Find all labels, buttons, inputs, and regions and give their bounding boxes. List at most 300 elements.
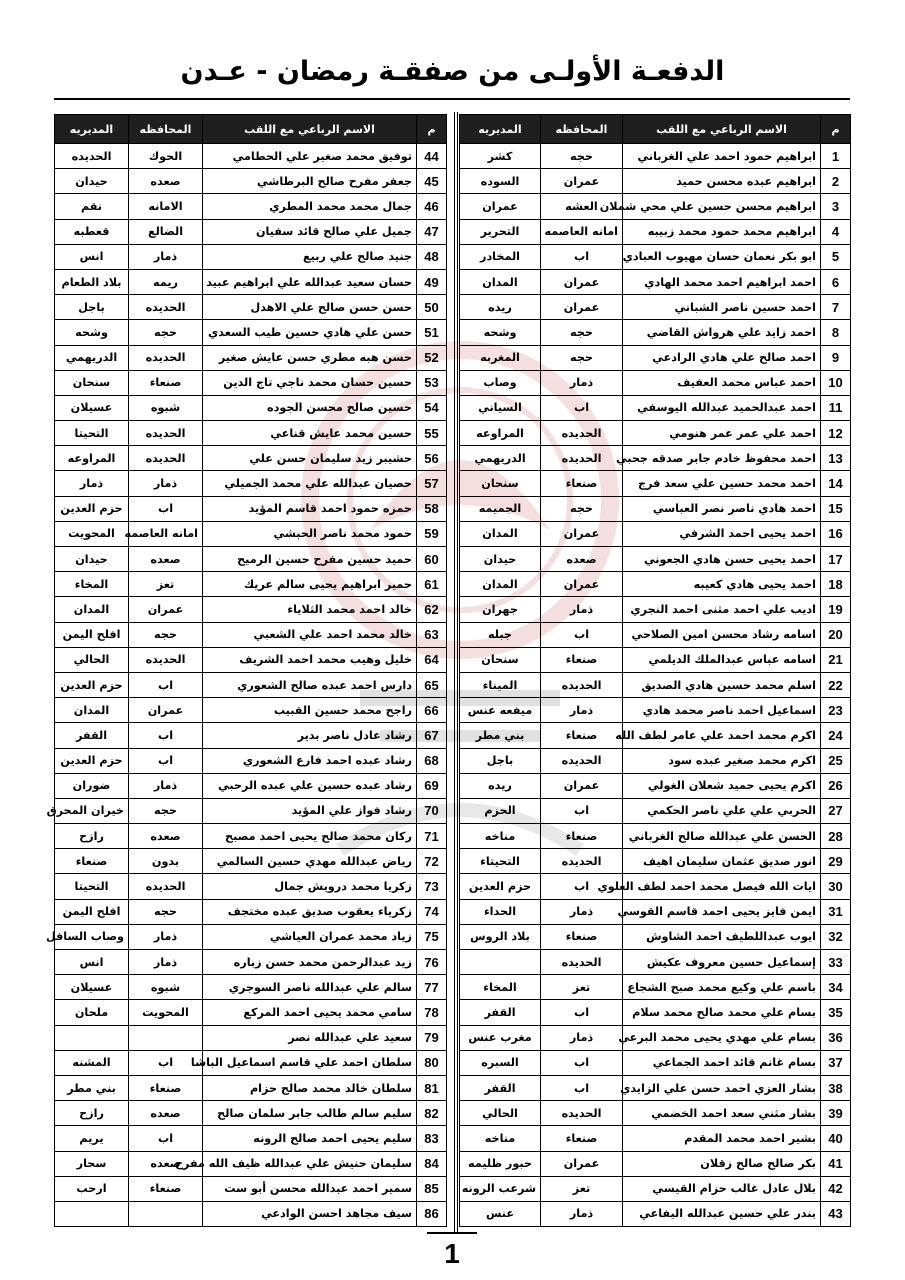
district: عمران bbox=[460, 194, 541, 219]
prisoner-name: ايوب عبداللطيف احمد الشاوش bbox=[623, 924, 821, 949]
row-number: 31 bbox=[821, 899, 851, 924]
row-number: 14 bbox=[821, 471, 851, 496]
prisoner-name: بندر علي حسين عبدالله اليفاعي bbox=[623, 1201, 821, 1226]
prisoner-name: سيف مجاهد احسن الوادعي bbox=[203, 1201, 417, 1226]
governorate: عمران bbox=[541, 572, 623, 597]
district: الحداء bbox=[460, 899, 541, 924]
governorate: الحديده bbox=[541, 1101, 623, 1126]
row-number: 54 bbox=[417, 395, 447, 420]
table-row bbox=[55, 975, 447, 1000]
table-row bbox=[55, 144, 447, 169]
district: حيدان bbox=[460, 547, 541, 572]
prisoner-name: حمير ابراهيم يحيى سالم عريك bbox=[203, 572, 417, 597]
governorate: ذمار bbox=[129, 471, 203, 496]
district: المغربه bbox=[460, 345, 541, 370]
prisoner-name: اكرم محمد احمد علي عامر لطف الله bbox=[623, 723, 821, 748]
prisoner-name: اسامه عباس عبدالملك الديلمي bbox=[623, 647, 821, 672]
table-row bbox=[460, 320, 851, 345]
district: ذمار bbox=[55, 471, 129, 496]
governorate: حجه bbox=[541, 345, 623, 370]
prisoner-name: احمد عباس محمد العفيف bbox=[623, 370, 821, 395]
row-number: 68 bbox=[417, 748, 447, 773]
district: مناخه bbox=[460, 824, 541, 849]
prisoner-name: اكرم محمد صغير عبده سود bbox=[623, 748, 821, 773]
prisoner-name: رشاد فواز علي المؤيد bbox=[203, 798, 417, 823]
district: بلاد الروس bbox=[460, 924, 541, 949]
table-row bbox=[460, 169, 851, 194]
table-row bbox=[55, 194, 447, 219]
governorate: صنعاء bbox=[541, 824, 623, 849]
district: السبره bbox=[460, 1050, 541, 1075]
governorate: تعز bbox=[541, 1176, 623, 1201]
prisoner-table-right bbox=[459, 114, 851, 1227]
district: التحرير bbox=[460, 219, 541, 244]
prisoner-name: باسم علي وكيع محمد صبح الشجاع bbox=[623, 975, 821, 1000]
row-number: 4 bbox=[821, 219, 851, 244]
governorate: اب bbox=[541, 395, 623, 420]
table-row bbox=[55, 1025, 447, 1050]
district: نقم bbox=[55, 194, 129, 219]
table-row bbox=[55, 1101, 447, 1126]
governorate: اب bbox=[541, 798, 623, 823]
district: التحيتا bbox=[55, 874, 129, 899]
row-number: 43 bbox=[821, 1201, 851, 1226]
row-number: 60 bbox=[417, 547, 447, 572]
prisoner-name: ابراهيم محمد حمود محمد زبيبه bbox=[623, 219, 821, 244]
row-number: 83 bbox=[417, 1126, 447, 1151]
governorate: الحديده bbox=[541, 950, 623, 975]
governorate: صنعاء bbox=[541, 924, 623, 949]
table-row bbox=[55, 723, 447, 748]
row-number: 12 bbox=[821, 421, 851, 446]
prisoner-name: سامي محمد يحيى احمد المركع bbox=[203, 1000, 417, 1025]
district: رازح bbox=[55, 824, 129, 849]
district: المراوعه bbox=[460, 421, 541, 446]
district bbox=[55, 1201, 129, 1226]
row-number: 77 bbox=[417, 975, 447, 1000]
table-row bbox=[460, 219, 851, 244]
prisoner-name: بشار مثني سعد احمد الخضمي bbox=[623, 1101, 821, 1126]
row-number: 51 bbox=[417, 320, 447, 345]
row-number: 55 bbox=[417, 421, 447, 446]
prisoner-name: سليم يحيى احمد صالح الرونه bbox=[203, 1126, 417, 1151]
governorate: حجه bbox=[129, 899, 203, 924]
table-row bbox=[460, 572, 851, 597]
district: المراوعه bbox=[55, 446, 129, 471]
row-number: 35 bbox=[821, 1000, 851, 1025]
prisoner-name: جمال محمد محمد المطري bbox=[203, 194, 417, 219]
prisoner-name: رشاد عبده احمد فارع الشعوري bbox=[203, 748, 417, 773]
prisoner-name: بسام علي مهدي يحيى محمد البرعي bbox=[623, 1025, 821, 1050]
row-number: 38 bbox=[821, 1075, 851, 1100]
table-row bbox=[460, 924, 851, 949]
district: رازح bbox=[55, 1101, 129, 1126]
table-row bbox=[55, 773, 447, 798]
prisoner-name: سليمان حنيش علي عبدالله ظيف الله مفرح bbox=[203, 1151, 417, 1176]
prisoner-name: زيد عبدالرحمن محمد حسن زباره bbox=[203, 950, 417, 975]
governorate: الحديده bbox=[129, 647, 203, 672]
governorate: الحديده bbox=[129, 874, 203, 899]
governorate: صنعاء bbox=[129, 1075, 203, 1100]
table-row bbox=[55, 698, 447, 723]
prisoner-name: رشاد عادل ناصر بدير bbox=[203, 723, 417, 748]
prisoner-name: سالم علي عبدالله ناصر السوجري bbox=[203, 975, 417, 1000]
table-row bbox=[55, 622, 447, 647]
district: الميناء bbox=[460, 672, 541, 697]
table-row bbox=[55, 849, 447, 874]
prisoner-name: الحسن علي عبدالله صالح الغرباني bbox=[623, 824, 821, 849]
table-row bbox=[460, 950, 851, 975]
row-number: 18 bbox=[821, 572, 851, 597]
row-number: 80 bbox=[417, 1050, 447, 1075]
district: الحالي bbox=[460, 1101, 541, 1126]
row-number: 76 bbox=[417, 950, 447, 975]
table-row bbox=[55, 1176, 447, 1201]
header-name: الاسم الرباعي مع اللقب bbox=[623, 115, 821, 144]
governorate: عمران bbox=[541, 1151, 623, 1176]
governorate: الحديده bbox=[541, 421, 623, 446]
governorate: اب bbox=[129, 1050, 203, 1075]
governorate: الحديده bbox=[129, 421, 203, 446]
prisoner-name: احمد حسين ناصر الشباني bbox=[623, 295, 821, 320]
governorate: اب bbox=[541, 1075, 623, 1100]
table-row bbox=[55, 521, 447, 546]
table-row bbox=[460, 1050, 851, 1075]
table-row bbox=[460, 1075, 851, 1100]
prisoner-name: احمد هادي ناصر نصر العباسي bbox=[623, 496, 821, 521]
table-row bbox=[55, 1075, 447, 1100]
district: شرعب الرونه bbox=[460, 1176, 541, 1201]
district: عسيلان bbox=[55, 395, 129, 420]
table-row bbox=[460, 975, 851, 1000]
table-row bbox=[55, 874, 447, 899]
table-row bbox=[460, 345, 851, 370]
governorate: اب bbox=[541, 1000, 623, 1025]
prisoner-name: اكرم يحيى حميد شعلان الغولي bbox=[623, 773, 821, 798]
district: صنعاء bbox=[55, 849, 129, 874]
governorate: اب bbox=[541, 1050, 623, 1075]
row-number: 13 bbox=[821, 446, 851, 471]
district: وشحه bbox=[460, 320, 541, 345]
district: ملحان bbox=[55, 1000, 129, 1025]
governorate: اب bbox=[129, 748, 203, 773]
district bbox=[55, 1025, 129, 1050]
column-divider bbox=[454, 112, 458, 1232]
row-number: 73 bbox=[417, 874, 447, 899]
prisoner-name: ابراهيم حمود احمد علي الغرباني bbox=[623, 144, 821, 169]
table-row bbox=[460, 144, 851, 169]
governorate: تعز bbox=[129, 572, 203, 597]
row-number: 85 bbox=[417, 1176, 447, 1201]
prisoner-name: جميل علي صالح قائد سفيان bbox=[203, 219, 417, 244]
governorate: العشه bbox=[541, 194, 623, 219]
governorate: حجه bbox=[129, 622, 203, 647]
prisoner-name: سعيد علي عبدالله نصر bbox=[203, 1025, 417, 1050]
table-row bbox=[55, 748, 447, 773]
governorate: ذمار bbox=[129, 773, 203, 798]
table-row bbox=[55, 950, 447, 975]
row-number: 50 bbox=[417, 295, 447, 320]
row-number: 5 bbox=[821, 244, 851, 269]
row-number: 47 bbox=[417, 219, 447, 244]
district: الحالي bbox=[55, 647, 129, 672]
row-number: 22 bbox=[821, 672, 851, 697]
prisoner-name: زكرياء يعقوب صديق عبده مختجف bbox=[203, 899, 417, 924]
governorate: تعز bbox=[541, 975, 623, 1000]
row-number: 52 bbox=[417, 345, 447, 370]
prisoner-name: سلطان احمد علي قاسم اسماعيل الباشا bbox=[203, 1050, 417, 1075]
district bbox=[460, 950, 541, 975]
table-row bbox=[460, 899, 851, 924]
table-row bbox=[460, 471, 851, 496]
row-number: 11 bbox=[821, 395, 851, 420]
governorate: الضالع bbox=[129, 219, 203, 244]
row-number: 46 bbox=[417, 194, 447, 219]
prisoner-name: خالد احمد محمد الثلاياء bbox=[203, 597, 417, 622]
district: المخاء bbox=[460, 975, 541, 1000]
governorate: ذمار bbox=[541, 899, 623, 924]
row-number: 70 bbox=[417, 798, 447, 823]
row-number: 7 bbox=[821, 295, 851, 320]
district: جهران bbox=[460, 597, 541, 622]
row-number: 45 bbox=[417, 169, 447, 194]
prisoner-name: راجح محمد حسين القبيب bbox=[203, 698, 417, 723]
prisoner-name: رياض عبدالله مهدي حسين السالمي bbox=[203, 849, 417, 874]
district: بني مطر bbox=[55, 1075, 129, 1100]
district: القفر bbox=[55, 723, 129, 748]
table-row bbox=[55, 496, 447, 521]
row-number: 16 bbox=[821, 521, 851, 546]
prisoner-name: توفيق محمد صغير علي الحطامي bbox=[203, 144, 417, 169]
district: قعطبه bbox=[55, 219, 129, 244]
table-row bbox=[55, 647, 447, 672]
governorate: اب bbox=[129, 1126, 203, 1151]
table-row bbox=[460, 370, 851, 395]
table-row bbox=[460, 748, 851, 773]
table-row bbox=[460, 672, 851, 697]
district: حيدان bbox=[55, 547, 129, 572]
row-number: 37 bbox=[821, 1050, 851, 1075]
row-number: 30 bbox=[821, 874, 851, 899]
prisoner-name: اسلم محمد حسين هادي الصديق bbox=[623, 672, 821, 697]
table-row bbox=[460, 1201, 851, 1226]
table-row bbox=[55, 547, 447, 572]
governorate: صنعاء bbox=[541, 471, 623, 496]
table-row bbox=[460, 622, 851, 647]
table-header-row bbox=[55, 115, 447, 144]
row-number: 17 bbox=[821, 547, 851, 572]
district: المشنه bbox=[55, 1050, 129, 1075]
prisoner-name: احمد يحيى هادي كعيبه bbox=[623, 572, 821, 597]
district: التحيتا bbox=[55, 421, 129, 446]
governorate: اب bbox=[541, 874, 623, 899]
prisoner-name: سلطان خالد محمد صالح حزام bbox=[203, 1075, 417, 1100]
governorate: صعده bbox=[129, 824, 203, 849]
governorate: شبوه bbox=[129, 395, 203, 420]
governorate: عمران bbox=[129, 597, 203, 622]
prisoner-name: إسماعيل حسين معروف عكيش bbox=[623, 950, 821, 975]
row-number: 78 bbox=[417, 1000, 447, 1025]
row-number: 34 bbox=[821, 975, 851, 1000]
district: القفر bbox=[460, 1000, 541, 1025]
header-district: المديريه bbox=[460, 115, 541, 144]
district: المدان bbox=[460, 269, 541, 294]
district: المدان bbox=[55, 597, 129, 622]
governorate: الحديده bbox=[541, 748, 623, 773]
table-row bbox=[460, 874, 851, 899]
table-row bbox=[55, 269, 447, 294]
prisoner-name: زياد محمد عمران العياشي bbox=[203, 924, 417, 949]
governorate: صنعاء bbox=[129, 370, 203, 395]
prisoner-name: حسين حسان محمد ناجي تاج الدين bbox=[203, 370, 417, 395]
row-number: 33 bbox=[821, 950, 851, 975]
prisoner-name: حشيبر زيد سليمان حسن علي bbox=[203, 446, 417, 471]
governorate bbox=[129, 1025, 203, 1050]
prisoner-name: احمد زايد علي هرواش القاضي bbox=[623, 320, 821, 345]
row-number: 74 bbox=[417, 899, 447, 924]
row-number: 39 bbox=[821, 1101, 851, 1126]
governorate: ذمار bbox=[541, 597, 623, 622]
prisoner-name: احمد محفوظ خادم جابر صدقه جحبي bbox=[623, 446, 821, 471]
district: ريده bbox=[460, 295, 541, 320]
district: يريم bbox=[55, 1126, 129, 1151]
governorate: ذمار bbox=[541, 698, 623, 723]
governorate: عمران bbox=[541, 773, 623, 798]
table-row bbox=[55, 370, 447, 395]
prisoner-name: حسين محمد عايش قناعي bbox=[203, 421, 417, 446]
row-number: 62 bbox=[417, 597, 447, 622]
governorate: شبوه bbox=[129, 975, 203, 1000]
district: السوده bbox=[460, 169, 541, 194]
table-row bbox=[55, 169, 447, 194]
table-row bbox=[55, 446, 447, 471]
prisoner-name: اسامه رشاد محسن امين الصلاحي bbox=[623, 622, 821, 647]
prisoner-name: ابراهيم محسن حسين علي محي شملان bbox=[623, 194, 821, 219]
prisoner-name: حسن علي هادي حسين طيب السعدي bbox=[203, 320, 417, 345]
district: سحار bbox=[55, 1151, 129, 1176]
table-row bbox=[460, 849, 851, 874]
table-row bbox=[55, 295, 447, 320]
district: ضوران bbox=[55, 773, 129, 798]
row-number: 19 bbox=[821, 597, 851, 622]
governorate: عمران bbox=[541, 169, 623, 194]
governorate: صعده bbox=[129, 547, 203, 572]
district: الجميمه bbox=[460, 496, 541, 521]
table-row bbox=[55, 672, 447, 697]
district: بلاد الطعام bbox=[55, 269, 129, 294]
table-row bbox=[460, 798, 851, 823]
governorate: الحديده bbox=[541, 849, 623, 874]
governorate: الحديده bbox=[129, 345, 203, 370]
prisoner-name: اديب علي احمد مثنى احمد النجري bbox=[623, 597, 821, 622]
row-number: 58 bbox=[417, 496, 447, 521]
governorate: ذمار bbox=[129, 950, 203, 975]
prisoner-name: حسن حسن صالح علي الاهدل bbox=[203, 295, 417, 320]
governorate bbox=[129, 1201, 203, 1226]
district: باجل bbox=[460, 748, 541, 773]
row-number: 69 bbox=[417, 773, 447, 798]
prisoner-name: خليل وهيب محمد احمد الشريف bbox=[203, 647, 417, 672]
table-row bbox=[460, 1151, 851, 1176]
table-row bbox=[460, 521, 851, 546]
governorate: الحديده bbox=[129, 446, 203, 471]
district: مغرب عنس bbox=[460, 1025, 541, 1050]
district: التحيتاء bbox=[460, 849, 541, 874]
prisoner-name: الحربي علي علي ناصر الحكمي bbox=[623, 798, 821, 823]
district: بني مطر bbox=[460, 723, 541, 748]
district: الدريهمي bbox=[55, 345, 129, 370]
row-number: 15 bbox=[821, 496, 851, 521]
governorate: صنعاء bbox=[541, 647, 623, 672]
prisoner-name: بلال عادل غالب حزام القيسي bbox=[623, 1176, 821, 1201]
district: حزم العدين bbox=[55, 672, 129, 697]
governorate: صنعاء bbox=[541, 723, 623, 748]
district: حزم العدين bbox=[55, 748, 129, 773]
table-body-right bbox=[460, 144, 851, 1227]
prisoner-name: دارس احمد عبده صالح الشعوري bbox=[203, 672, 417, 697]
governorate: صعده bbox=[129, 1151, 203, 1176]
prisoner-name: احمد يحيى احمد الشرفي bbox=[623, 521, 821, 546]
table-header-row bbox=[460, 115, 851, 144]
governorate: حجه bbox=[129, 798, 203, 823]
prisoner-name: حميد حسين مفرح حسين الرميح bbox=[203, 547, 417, 572]
header-num: م bbox=[417, 115, 447, 144]
governorate: عمران bbox=[541, 521, 623, 546]
table-row bbox=[460, 1176, 851, 1201]
governorate: ذمار bbox=[541, 1201, 623, 1226]
table-row bbox=[55, 924, 447, 949]
governorate: الحوك bbox=[129, 144, 203, 169]
table-row bbox=[460, 723, 851, 748]
district: افلح اليمن bbox=[55, 899, 129, 924]
district: المدان bbox=[55, 698, 129, 723]
table-row bbox=[55, 1050, 447, 1075]
district: وصاب السافل bbox=[55, 924, 129, 949]
prisoner-name: احمد عبدالحميد عبدالله اليوسفي bbox=[623, 395, 821, 420]
row-number: 9 bbox=[821, 345, 851, 370]
district: الحديده bbox=[55, 144, 129, 169]
header-governorate: المحافظه bbox=[541, 115, 623, 144]
row-number: 84 bbox=[417, 1151, 447, 1176]
governorate: ذمار bbox=[541, 1025, 623, 1050]
prisoner-name: خالد محمد احمد علي الشعبي bbox=[203, 622, 417, 647]
governorate: حجه bbox=[129, 320, 203, 345]
district: حزم العدين bbox=[460, 874, 541, 899]
governorate: امانه العاصمه bbox=[541, 219, 623, 244]
table-row bbox=[55, 395, 447, 420]
table-row bbox=[55, 1201, 447, 1226]
prisoner-name: حسين صالح محسن الجوده bbox=[203, 395, 417, 420]
row-number: 67 bbox=[417, 723, 447, 748]
row-number: 41 bbox=[821, 1151, 851, 1176]
header-name: الاسم الرباعي مع اللقب bbox=[203, 115, 417, 144]
governorate: اب bbox=[541, 622, 623, 647]
prisoner-name: زكريا محمد درويش جمال bbox=[203, 874, 417, 899]
district: كشر bbox=[460, 144, 541, 169]
prisoner-name: بسام علي محمد صالح محمد سلام bbox=[623, 1000, 821, 1025]
governorate: حجه bbox=[541, 144, 623, 169]
governorate: امانه العاصمه bbox=[129, 521, 203, 546]
row-number: 81 bbox=[417, 1075, 447, 1100]
governorate: الحديده bbox=[129, 295, 203, 320]
governorate: اب bbox=[129, 723, 203, 748]
district: المدان bbox=[460, 521, 541, 546]
row-number: 71 bbox=[417, 824, 447, 849]
table-row bbox=[55, 345, 447, 370]
district: وشحه bbox=[55, 320, 129, 345]
district: حزم العدين bbox=[55, 496, 129, 521]
row-number: 3 bbox=[821, 194, 851, 219]
